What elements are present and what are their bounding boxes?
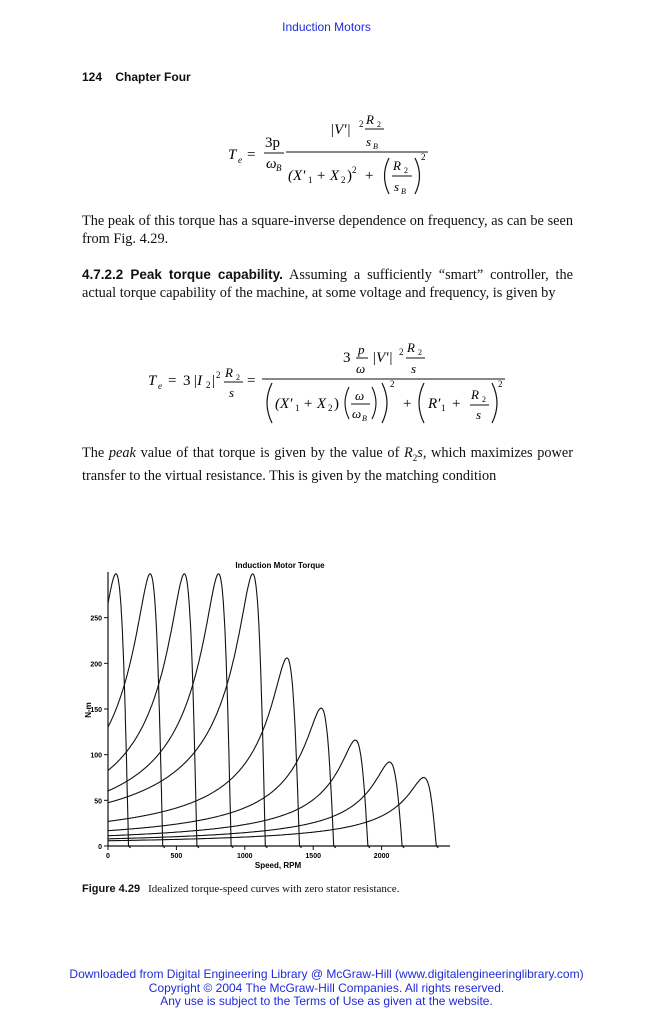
eq2-r-sub: 2 <box>236 373 240 382</box>
para2-c: , which maximizes power transfer to the virtual resistance. This is given by the matching condition <box>82 445 573 484</box>
eq2-i-sq: 2 <box>216 370 221 380</box>
torque-curve-curve-4 <box>108 574 233 848</box>
torque-curve-curve-7 <box>108 708 336 848</box>
eq1-s-sub-b: B <box>401 187 406 196</box>
eq2-x2: 2 <box>328 403 333 413</box>
x-tick-label: 2000 <box>373 853 390 860</box>
x-tick-label: 1000 <box>237 853 253 860</box>
footer <box>0 968 653 1009</box>
eq2-r-n-sub: 2 <box>418 348 422 357</box>
x-axis-label: Speed, RPM <box>254 861 302 870</box>
section-text: Assuming a sufficiently “smart” controller, the actual torque capability of the machine, at some voltage and frequency, is given by <box>82 267 573 301</box>
eq2-wb-sub: B <box>362 414 367 423</box>
eq1-s-b: s <box>394 179 400 194</box>
eq1-xclose: ) <box>347 168 352 184</box>
footer-line-3: Any use is subject to the Terms of Use as given at the website. <box>160 994 493 1008</box>
eq1-xsq: 2 <box>352 165 357 175</box>
chapter-title: Chapter Four <box>115 70 191 84</box>
y-tick-label: 200 <box>90 661 102 669</box>
eq2-i-sub: 2 <box>206 380 211 390</box>
page-number: 124 <box>82 70 103 84</box>
page-header <box>82 70 201 84</box>
eq2-s-d: s <box>476 407 482 422</box>
eq2-wb: ω <box>352 406 362 421</box>
y-tick-label: 250 <box>90 615 102 623</box>
eq1-x1: 1 <box>308 175 313 185</box>
para2-r2s: R <box>404 445 413 461</box>
paragraph-2 <box>82 444 573 485</box>
para2-peak: peak <box>108 445 136 461</box>
y-ticks <box>90 616 108 851</box>
eq2-r1-sub: 1 <box>441 403 446 413</box>
y-tick-label: 150 <box>90 707 102 714</box>
section-heading: 4.7.2.2 Peak torque capability. <box>82 267 283 282</box>
torque-speed-chart <box>78 550 458 875</box>
eq2-plus: + <box>403 396 412 412</box>
eq2-num-three: 3 <box>343 350 351 366</box>
running-header: Induction Motors <box>282 20 371 34</box>
eq2-s: s <box>229 385 235 400</box>
y-tick-label: 100 <box>90 752 102 760</box>
para2-b: value of that torque is given by the value of <box>135 445 404 461</box>
footer-line-1[interactable]: Downloaded from Digital Engineering Library @ McGraw-Hill (www.digitalengineeringlibrary.com) <box>69 967 584 981</box>
x-ticks <box>106 846 389 860</box>
torque-curve-curve-2 <box>108 574 165 848</box>
y-tick-label: 0 <box>98 844 102 851</box>
eq2-x: (X′ <box>275 396 293 412</box>
eq2-w2: ω <box>355 388 365 403</box>
eq1-v-sq: 2 <box>359 119 364 129</box>
eq2-s-n: s <box>411 361 417 376</box>
y-tick-label: 50 <box>94 798 102 806</box>
figure-label: Figure 4.29 <box>82 883 141 895</box>
eq1-r-b: R <box>393 158 401 173</box>
eq1-lhs: T <box>228 147 237 163</box>
eq2-sq2: 2 <box>498 379 503 389</box>
eq2-i: |I <box>193 373 203 389</box>
eq2-r-n: R <box>407 340 415 355</box>
eq2-r1: R′ <box>428 396 441 412</box>
chart-series <box>108 574 438 848</box>
eq1-s: s <box>366 134 372 149</box>
torque-curve-curve-9 <box>108 762 404 848</box>
eq2-w: ω <box>356 361 366 376</box>
eq1-plus: + <box>365 168 374 184</box>
para2-r2s-sub: 2 <box>412 452 418 463</box>
eq2-plusx: + X <box>303 396 327 412</box>
eq2-three: 3 <box>183 373 191 389</box>
eq1-den: ω <box>266 156 277 172</box>
eq1-den-sub: B <box>276 163 282 173</box>
eq2-x1: 1 <box>295 403 300 413</box>
x-tick-label: 500 <box>170 853 183 860</box>
eq1-plusx: + X <box>316 168 340 184</box>
eq2-r: R <box>225 365 233 380</box>
x-tick-label: 1500 <box>305 853 321 860</box>
eq2-p: p <box>358 342 365 357</box>
x-tick-label: 0 <box>106 853 110 860</box>
eq2-i-close: | <box>212 373 216 389</box>
eq2-sq1: 2 <box>390 379 395 389</box>
section-paragraph <box>82 266 573 302</box>
eq2-r-d-sub: 2 <box>482 395 486 404</box>
svg-text:=: = <box>247 147 256 163</box>
chart-title: Induction Motor Torque <box>235 561 325 570</box>
eq1-r: R <box>366 112 374 127</box>
eq2-r-d: R <box>471 387 479 402</box>
eq2-xclose: ) <box>334 396 339 412</box>
eq2-lhs: T <box>148 373 157 389</box>
y-axis-label: N-m <box>84 702 93 718</box>
eq1-r-sub: 2 <box>377 120 381 129</box>
footer-line-2: Copyright © 2004 The McGraw-Hill Companies. All rights reserved. <box>148 980 505 995</box>
eq1-x: (X′ <box>288 168 306 184</box>
eq1-v: |V′| <box>330 122 351 138</box>
eq2-plus2: + <box>452 396 461 412</box>
svg-text:=: = <box>247 373 256 389</box>
eq2-v-sq: 2 <box>399 347 404 357</box>
eq1-x2: 2 <box>341 175 346 185</box>
eq2-lhs-sub: e <box>158 381 162 391</box>
eq1-s-sub: B <box>373 142 378 151</box>
eq1-lhs-sub: e <box>238 155 242 165</box>
figure-caption <box>82 882 462 897</box>
torque-curve-curve-1 <box>108 574 131 848</box>
eq1-sq-b: 2 <box>421 152 426 162</box>
eq2-v: |V′| <box>372 350 393 366</box>
para2-a: The <box>82 445 109 461</box>
paragraph-1: The peak of this torque has a square-inverse dependence on frequency, as can be seen from Fig. 4.29. <box>82 213 573 247</box>
torque-curve-curve-5 <box>108 574 267 848</box>
figure-caption-text: Idealized torque-speed curves with zero stator resistance. <box>148 883 400 895</box>
eq1-num: 3p <box>265 135 280 151</box>
para2-r2s-s: s <box>417 445 423 461</box>
eq1-r-sub-b: 2 <box>404 166 408 175</box>
eq2-eq: = <box>168 373 177 389</box>
